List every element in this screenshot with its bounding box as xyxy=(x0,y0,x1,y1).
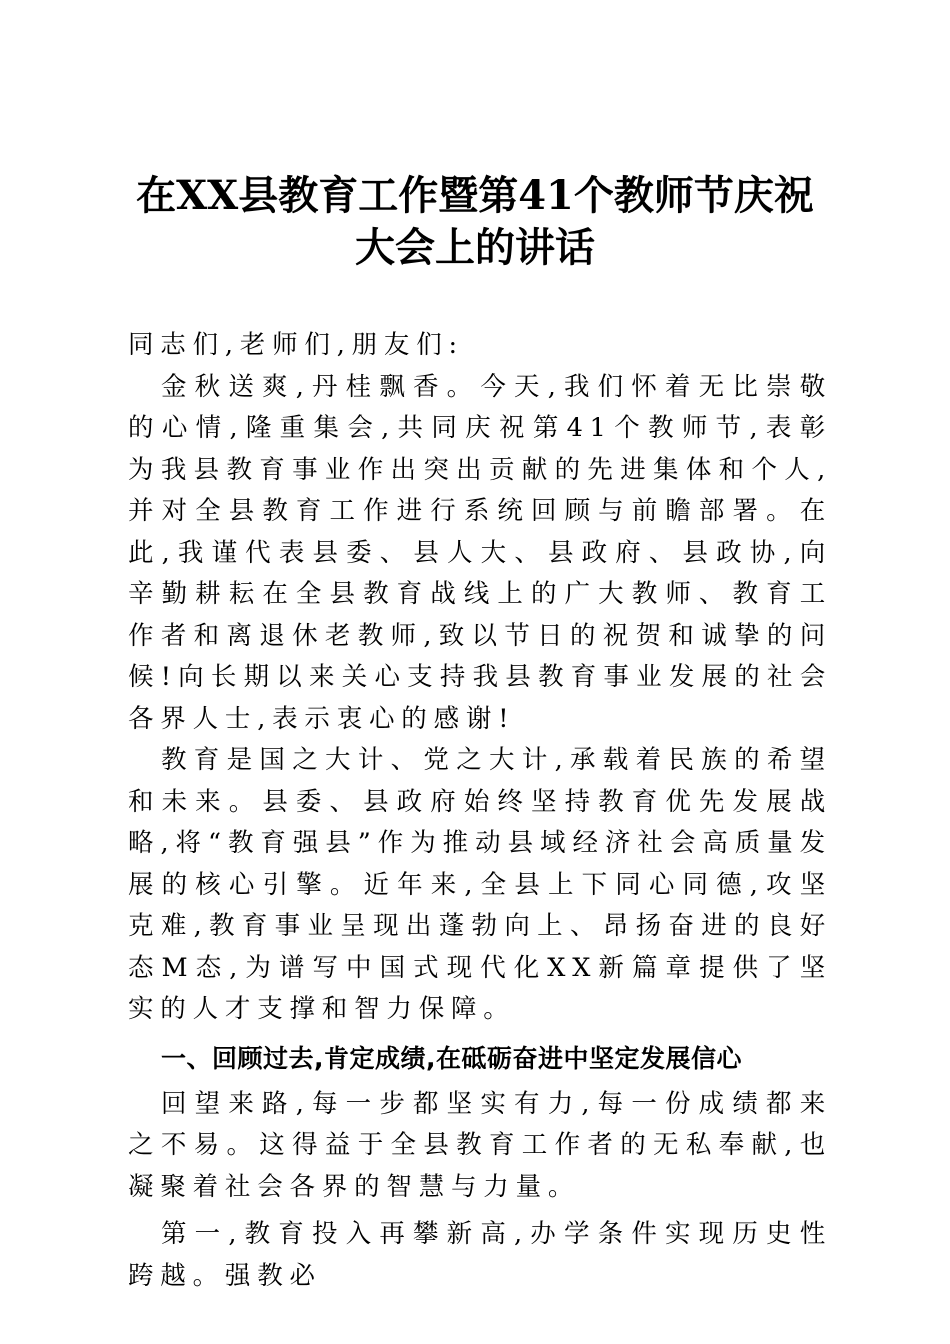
body-paragraph: 金秋送爽,丹桂飘香。今天,我们怀着无比崇敬的心情,隆重集会,共同庆祝第41个教师节,表彰为我县教育事业作出突出贡献的先进集体和个人,并对全县教育工作进行系统回顾与前瞻部署。在此,我谨代表县委、县人大、县政府、县政协,向辛勤耕耘在全县教育战线上的广大教师、教育工作者和离退休老教师,致以节日的祝贺和诚挚的问候!向长期以来关心支持我县教育事业发展的社会各界人士,表示衷心的感谢! xyxy=(128,371,832,734)
title-line-1: 在XX县教育工作暨第41个教师节庆祝 xyxy=(136,172,814,219)
section-heading: 一、回顾过去,肯定成绩,在砥砺奋进中坚定发展信心 xyxy=(161,1043,742,1073)
body-paragraph: 回望来路,每一步都坚实有力,每一份成绩都来之不易。这得益于全县教育工作者的无私奉献,也凝聚着社会各界的智慧与力量。 xyxy=(128,1088,832,1202)
body-paragraph: 教育是国之大计、党之大计,承载着民族的希望和未来。县委、县政府始终坚持教育优先发展战略,将“教育强县”作为推动县域经济社会高质量发展的核心引擎。近年来,全县上下同心同德,攻坚克难,教育事业呈现出蓬勃向上、昂扬奋进的良好态M态,为谱写中国式现代化XX新篇章提供了坚实的人才支撑和智力保障。 xyxy=(128,745,832,1024)
salutation: 同志们,老师们,朋友们: xyxy=(128,330,464,360)
body-paragraph: 第一,教育投入再攀新高,办学条件实现历史性跨越。强教必 xyxy=(128,1219,832,1291)
document-title xyxy=(100,170,850,274)
document-body xyxy=(128,325,832,1297)
title-line-2: 大会上的讲话 xyxy=(355,224,595,271)
